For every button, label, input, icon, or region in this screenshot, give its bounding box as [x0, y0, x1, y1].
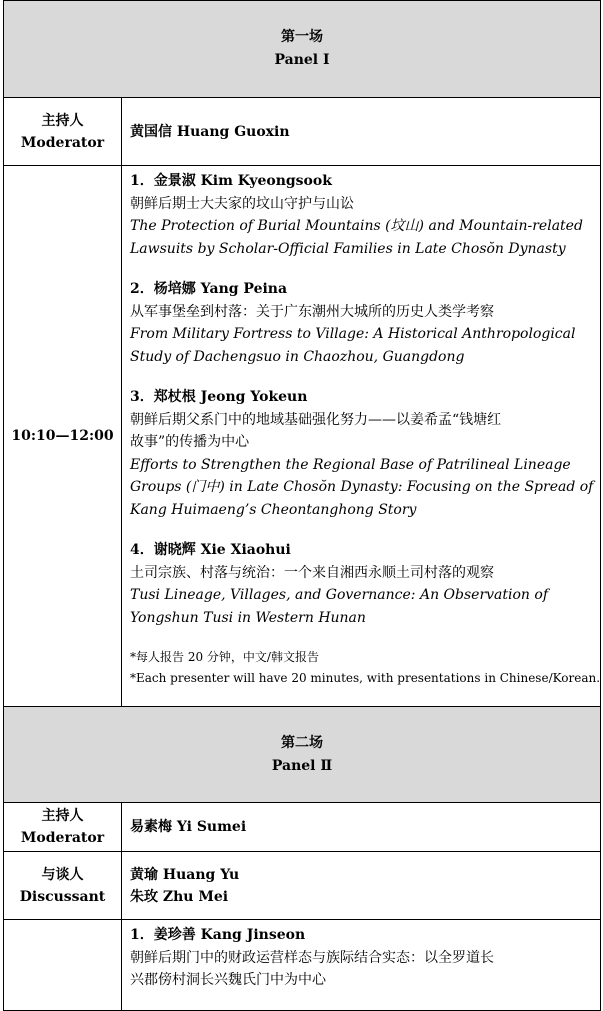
talk-item — [130, 170, 594, 260]
talk-speaker: 1．姜珍善 Kang Jinseon — [130, 927, 306, 943]
panel2-discussant-label — [4, 852, 122, 920]
talk-title-en-line: Lawsuits by Scholar-Official Families in Late Chosŏn Dynasty — [130, 240, 566, 257]
panel2-talks — [122, 920, 601, 1011]
talk-title-cn: 朝鲜后期士大夫家的坟山守护与山讼 — [130, 195, 354, 212]
talk-title-cn: 从军事堡垒到村落：关于广东潮州大城所的历史人类学考察 — [130, 303, 494, 320]
panel2-moderator-name: 易素梅 Yi Sumei — [122, 803, 601, 852]
panel2-header-row — [4, 707, 601, 803]
moderator-label-cn: 主持人 — [41, 808, 84, 824]
talk-title-en-line: Kang Huimaeng’s Cheontanghong Story — [130, 501, 417, 518]
talk-title-en-line: Groups (门中) in Late Chosŏn Dynasty: Focusing on the Spread of — [130, 479, 594, 495]
talk-item — [130, 386, 594, 521]
talk-item — [130, 539, 594, 629]
panel1-session-row — [4, 166, 601, 707]
session-time: 10:10—12:00 — [4, 166, 122, 707]
talk-item — [130, 924, 594, 992]
talk-title-en-line: From Military Fortress to Village: A Historical Anthropological — [130, 326, 576, 342]
panel1-title-cn: 第一场 — [281, 29, 323, 45]
discussant-label-en: Discussant — [19, 888, 106, 905]
panel2-title-en: Panel Ⅱ — [271, 757, 333, 774]
discussant-name: 黄瑜 Huang Yu — [130, 866, 240, 883]
panel2-discussant-row — [4, 852, 601, 920]
talk-speaker: 2．杨培娜 Yang Peina — [130, 281, 288, 297]
talk-speaker: 4．谢晓辉 Xie Xiaohui — [130, 542, 291, 558]
panel2-moderator-row — [4, 803, 601, 852]
panel2-header — [4, 707, 601, 803]
note-en: *Each presenter will have 20 minutes, with presentations in Chinese/Korean. — [130, 670, 601, 685]
panel2-time-cell — [4, 920, 122, 1011]
panel2-title-cn: 第二场 — [281, 734, 323, 751]
talk-speaker: 1．金景淑 Kim Kyeongsook — [130, 173, 332, 189]
moderator-label-en: Moderator — [20, 134, 105, 151]
panel1-moderator-row — [4, 98, 601, 166]
discussant-label-cn: 与谈人 — [41, 866, 84, 883]
panel1-header-row — [4, 1, 601, 98]
talk-title-en-line: Study of Dachengsuo in Chaozhou, Guangdong — [130, 348, 465, 365]
talk-title-en-line: Tusi Lineage, Villages, and Governance: An Observation of — [130, 587, 549, 603]
talk-title-cn-line: 朝鲜后期门中的财政运营样态与族际结合实态：以全罗道长 — [130, 949, 494, 966]
note-cn: *每人报告 20 分钟，中文/韩文报告 — [130, 650, 319, 664]
panel1-talks — [122, 166, 601, 707]
moderator-label-en: Moderator — [20, 830, 105, 846]
talk-item — [130, 278, 594, 368]
talk-speaker: 3．郑杖根 Jeong Yokeun — [130, 389, 308, 405]
talk-title-cn-line: 故事”的传播为中心 — [130, 434, 250, 450]
talk-title-en-line: Yongshun Tusi in Western Hunan — [130, 609, 366, 626]
talk-title-en-line: Efforts to Strengthen the Regional Base of Patrilineal Lineage — [130, 456, 571, 473]
panel2-moderator-label — [4, 803, 122, 852]
panel1-header — [4, 1, 601, 98]
panel1-moderator-label — [4, 98, 122, 166]
moderator-label-cn: 主持人 — [41, 112, 84, 129]
presentation-notes — [130, 647, 601, 688]
talk-title-cn-line: 兴郡傍村洞长兴魏氏门中为中心 — [130, 972, 326, 988]
panel2-session-row — [4, 920, 601, 1011]
talk-title-cn-line: 朝鲜后期父系门中的地域基础强化努力——以姜希孟“钱塘红 — [130, 411, 502, 428]
panel1-title-en: Panel Ⅰ — [274, 52, 330, 68]
panel2-discussant-names — [122, 852, 601, 920]
talk-title-cn: 土司宗族、村落与统治：一个来自湘西永顺土司村落的观察 — [130, 564, 494, 581]
discussant-name: 朱玫 Zhu Mei — [130, 888, 229, 905]
talk-title-en-line: The Protection of Burial Mountains (坟山) and Mountain-related — [130, 218, 583, 234]
schedule-table — [3, 0, 601, 1011]
panel1-moderator-name: 黄国信 Huang Guoxin — [122, 98, 601, 166]
